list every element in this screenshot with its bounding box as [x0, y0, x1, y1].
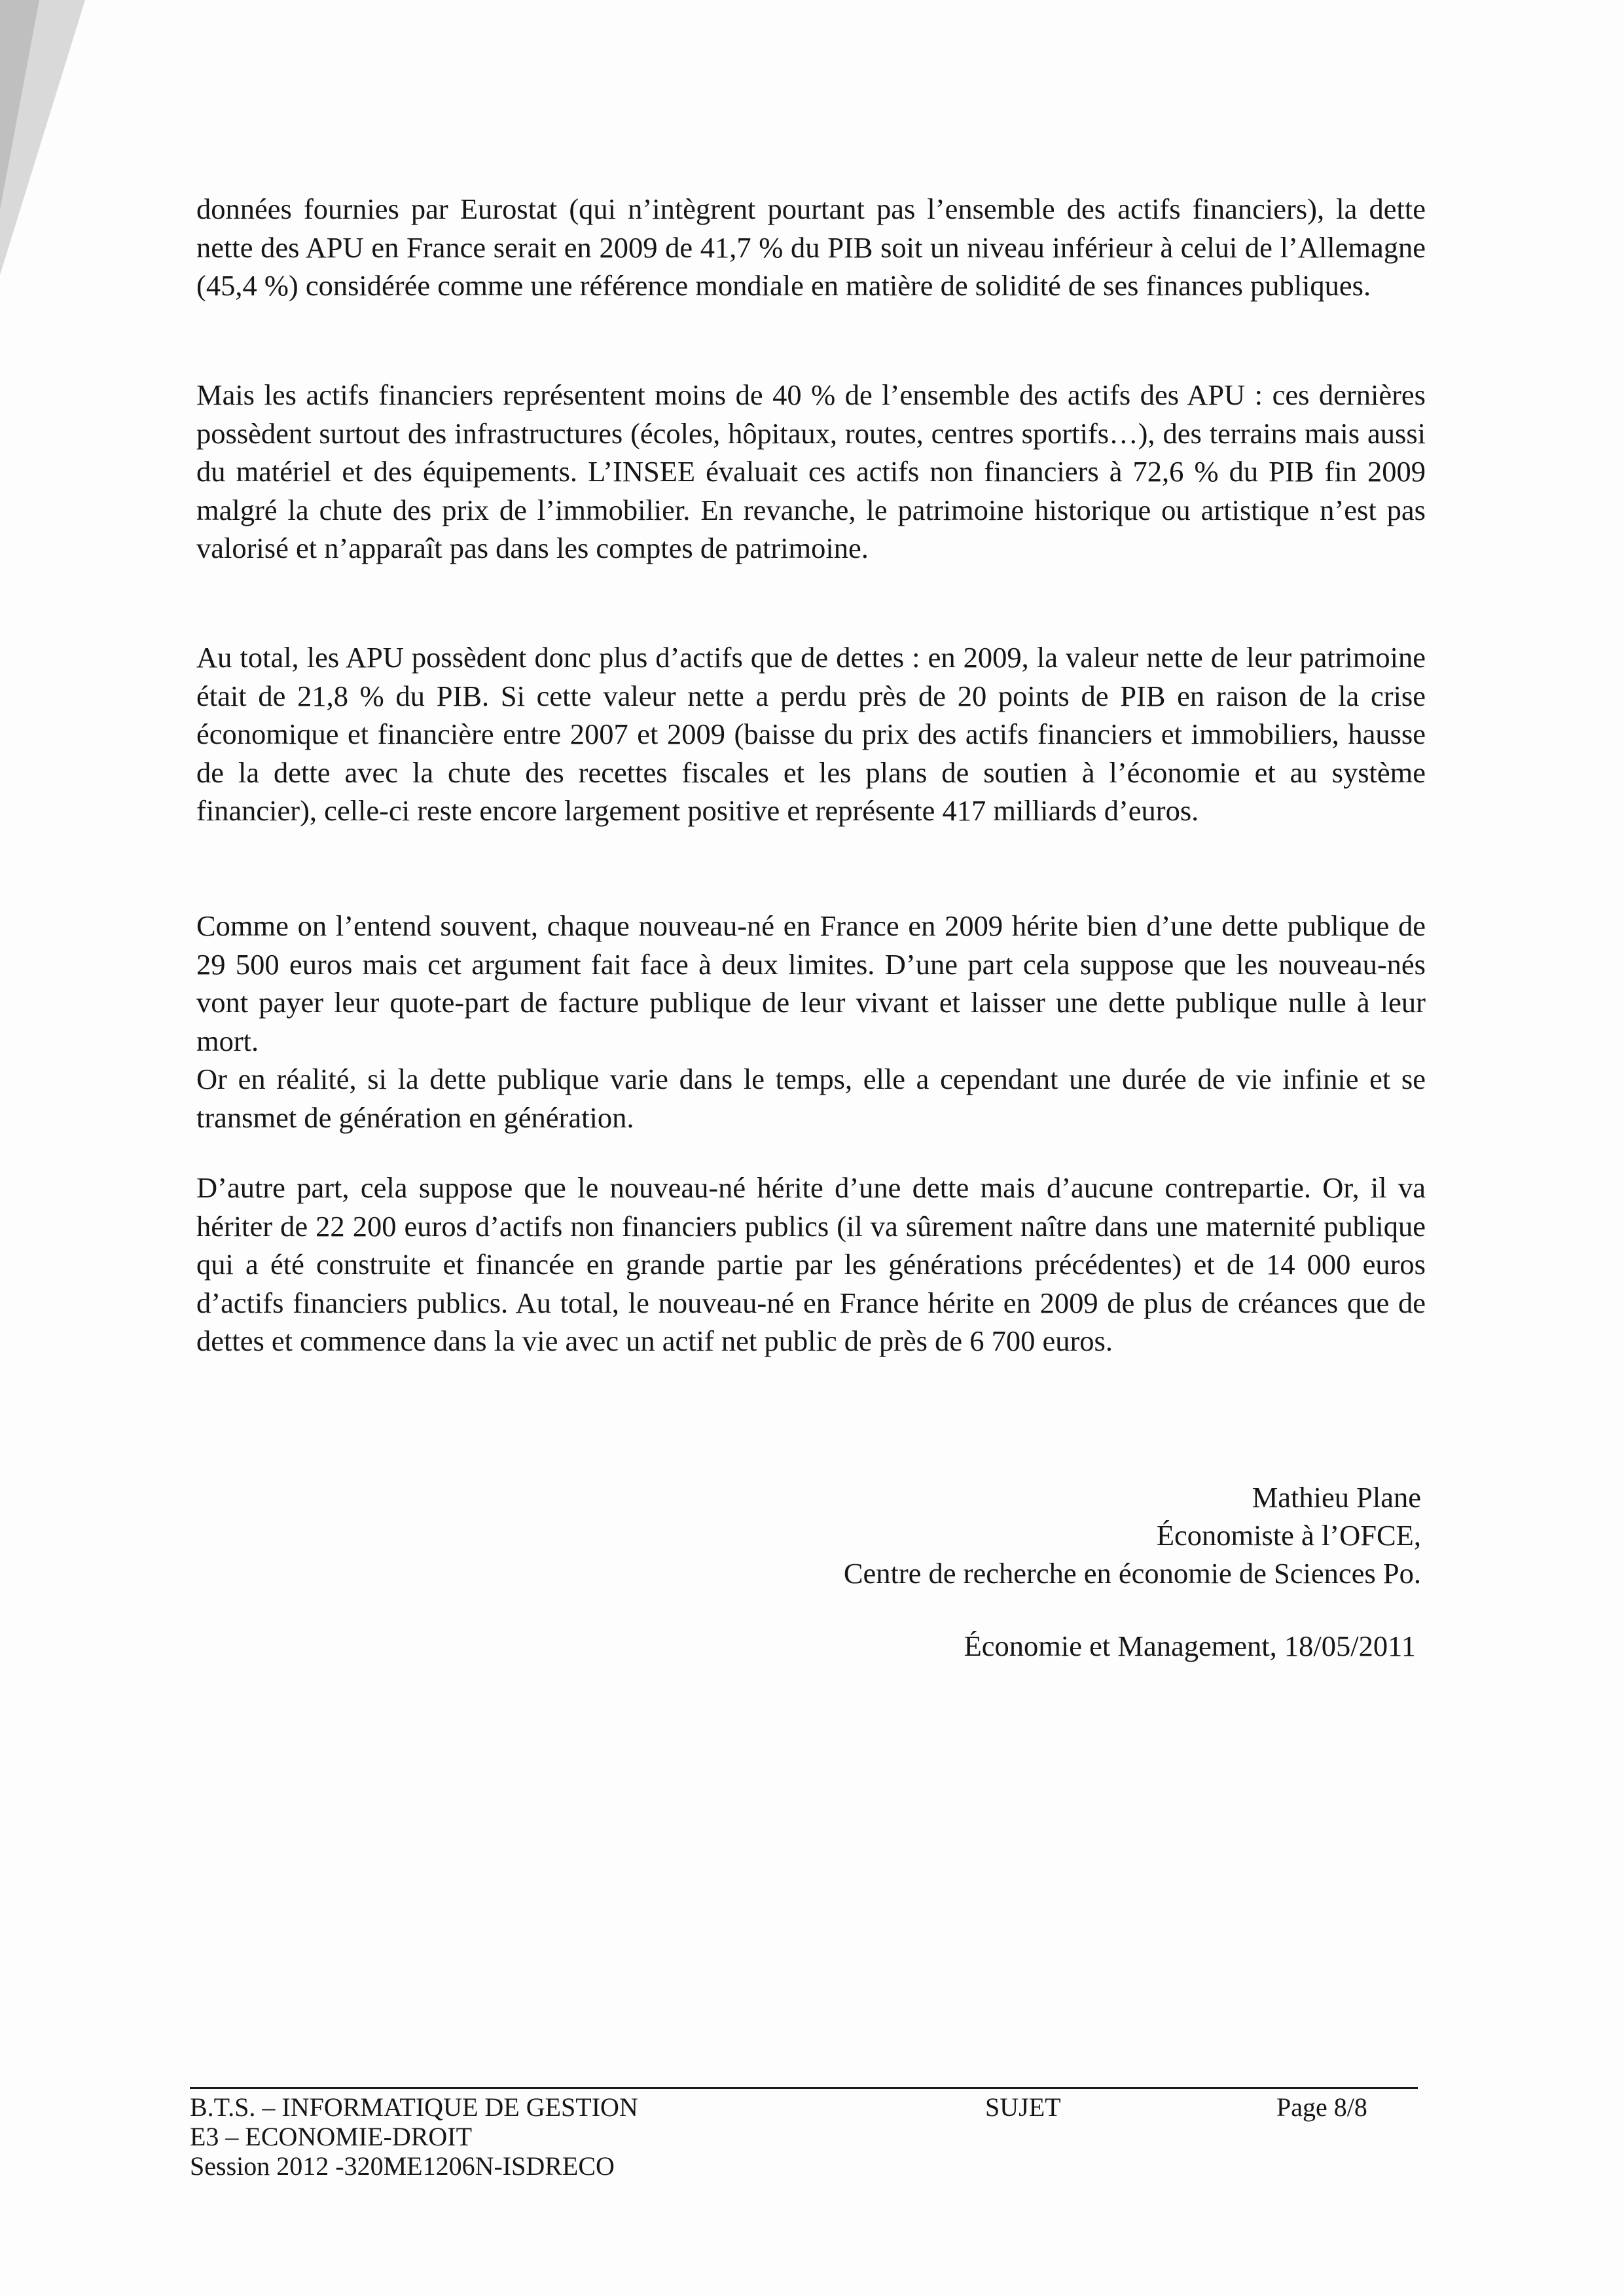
author-institution: Centre de recherche en économie de Sciences Po.: [843, 1557, 1421, 1590]
footer-divider: [190, 2087, 1418, 2089]
paragraph-nouveau-ne-part1: Comme on l’entend souvent, chaque nouveau-né en France en 2009 hérite bien d’une dette publique de 29 500 euros mais cet argument fait face à deux limites. D’une part cela suppose que les nouveau-nés vont payer leur quote-part de facture publique de leur vivant et laisser une dette publique nulle à leur mort.: [196, 909, 1426, 1057]
source-citation: Économie et Management, 18/05/2011: [964, 1630, 1416, 1662]
author-name: Mathieu Plane: [1252, 1481, 1421, 1514]
footer-subject-label: SUJET: [985, 2092, 1061, 2122]
author-role: Économiste à l’OFCE,: [1156, 1519, 1421, 1552]
footer-line-2: E3 – ECONOMIE-DROIT: [190, 2122, 473, 2151]
scan-corner-fold: [0, 0, 39, 210]
paragraph-nouveau-ne-part2: Or en réalité, si la dette publique varie dans le temps, elle a cependant une durée de vie infinie et se transmet de génération en génération.: [196, 1063, 1426, 1134]
footer-page-number: Page 8/8: [1276, 2092, 1367, 2122]
paragraph-nouveau-ne: [196, 907, 1426, 1137]
paragraph-actifs-financiers: Mais les actifs financiers représentent moins de 40 % de l’ensemble des actifs des APU : ces dernières possèdent surtout des infrastructures (écoles, hôpitaux, routes, centres sportifs…), des terrains mais aussi du matériel et des équipements. L’INSEE évaluait ces actifs non financiers à 72,6 % du PIB fin 2009 malgré la chute des prix de l’immobilier. En revanche, le patrimoine historique ou artistique n’est pas valorisé et n’apparaît pas dans les comptes de patrimoine.: [196, 378, 1426, 564]
paragraph-eurostat: données fournies par Eurostat (qui n’intègrent pourtant pas l’ensemble des actifs financiers), la dette nette des APU en France serait en 2009 de 41,7 % du PIB soit un niveau inférieur à celui de l’Allemagne (45,4 %) considérée comme une référence mondiale en matière de solidité de ses finances publiques.: [196, 192, 1426, 302]
footer-line-1: B.T.S. – INFORMATIQUE DE GESTION: [190, 2092, 638, 2122]
paragraph-au-total: Au total, les APU possèdent donc plus d’actifs que de dettes : en 2009, la valeur nette de leur patrimoine était de 21,8 % du PIB. Si cette valeur nette a perdu près de 20 points de PIB en raison de la crise économique et financière entre 2007 et 2009 (baisse du prix des actifs financiers et immobiliers, hausse de la dette avec la chute des recettes fiscales et les plans de soutien à l’économie et au système financier), celle-ci reste encore largement positive et représente 417 milliards d’euros.: [196, 641, 1426, 827]
footer-line-3: Session 2012 -320ME1206N-ISDRECO: [190, 2151, 615, 2181]
paragraph-autre-part: D’autre part, cela suppose que le nouveau-né hérite d’une dette mais d’aucune contrepartie. Or, il va hériter de 22 200 euros d’actifs non financiers publics (il va sûrement naître dans une maternité publique qui a été construite et financée en grande partie par les générations précédentes) et de 14 000 euros d’actifs financiers publics. Au total, le nouveau-né en France hérite en 2009 de plus de créances que de dettes et commence dans la vie avec un actif net public de près de 6 700 euros.: [196, 1171, 1426, 1357]
author-signature: [844, 1478, 1421, 1592]
footer-exam-info: [190, 2092, 638, 2181]
